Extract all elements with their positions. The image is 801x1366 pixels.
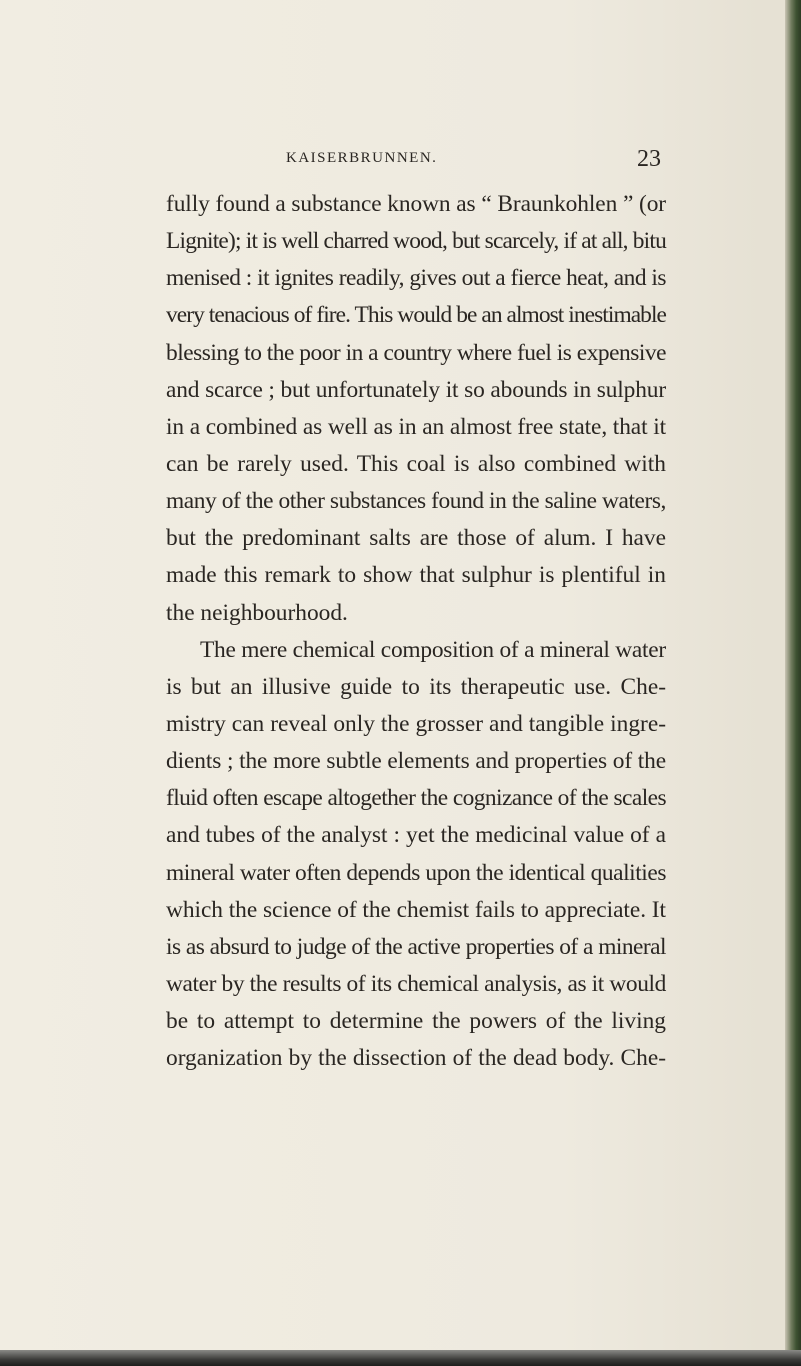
text-line: very tenacious of fire. This would be an almost inestimable xyxy=(166,302,666,329)
text-line: blessing to the poor in a country where fuel is expensive xyxy=(166,339,666,366)
body-text xyxy=(166,186,666,1077)
text-line: be to attempt to determine the powers of the living xyxy=(166,1008,666,1035)
text-line: Lignite); it is well charred wood, but scarcely, if at all, bitu xyxy=(166,228,666,255)
text-line: menised : it ignites readily, gives out a fierce heat, and is xyxy=(166,265,666,292)
book-spine-edge xyxy=(785,0,801,1366)
text-line: fluid often escape altogether the cognizance of the scales xyxy=(166,785,666,812)
text-line: made this remark to show that sulphur is plentiful in xyxy=(166,562,666,589)
page-number: 23 xyxy=(637,146,661,172)
text-line: but the predominant salts are those of alum. I have xyxy=(166,525,666,552)
text-line: and scarce ; but unfortunately it so abounds in sulphur xyxy=(166,376,666,403)
running-head: KAISERBRUNNEN. xyxy=(286,150,438,166)
text-line: many of the other substances found in the saline waters, xyxy=(166,488,666,515)
text-line: dients ; the more subtle elements and properties of the xyxy=(166,748,666,775)
text-line: water by the results of its chemical analysis, as it would xyxy=(166,970,666,997)
page-bottom-edge xyxy=(0,1350,801,1366)
text-line: fully found a substance known as “ Braunkohlen ” (or xyxy=(166,191,666,217)
text-line: which the science of the chemist fails to appreciate. It xyxy=(166,896,666,923)
text-line: mistry can reveal only the grosser and tangible ingre- xyxy=(166,710,666,737)
page-header xyxy=(0,146,801,178)
text-line: organization by the dissection of the dead body. Che- xyxy=(166,1045,666,1072)
text-line: is but an illusive guide to its therapeutic use. Che- xyxy=(166,673,666,700)
text-line: mineral water often depends upon the identical qualities xyxy=(166,859,666,886)
text-line: in a combined as well as in an almost free state, that it xyxy=(166,413,666,440)
text-line: can be rarely used. This coal is also combined with xyxy=(166,450,666,477)
text-line: and tubes of the analyst : yet the medicinal value of a xyxy=(166,822,666,849)
text-line: the neighbourhood. xyxy=(166,599,348,626)
paragraph-first-line: The mere chemical composition of a mineral water xyxy=(200,636,666,663)
text-line: is as absurd to judge of the active properties of a mineral xyxy=(166,933,666,960)
